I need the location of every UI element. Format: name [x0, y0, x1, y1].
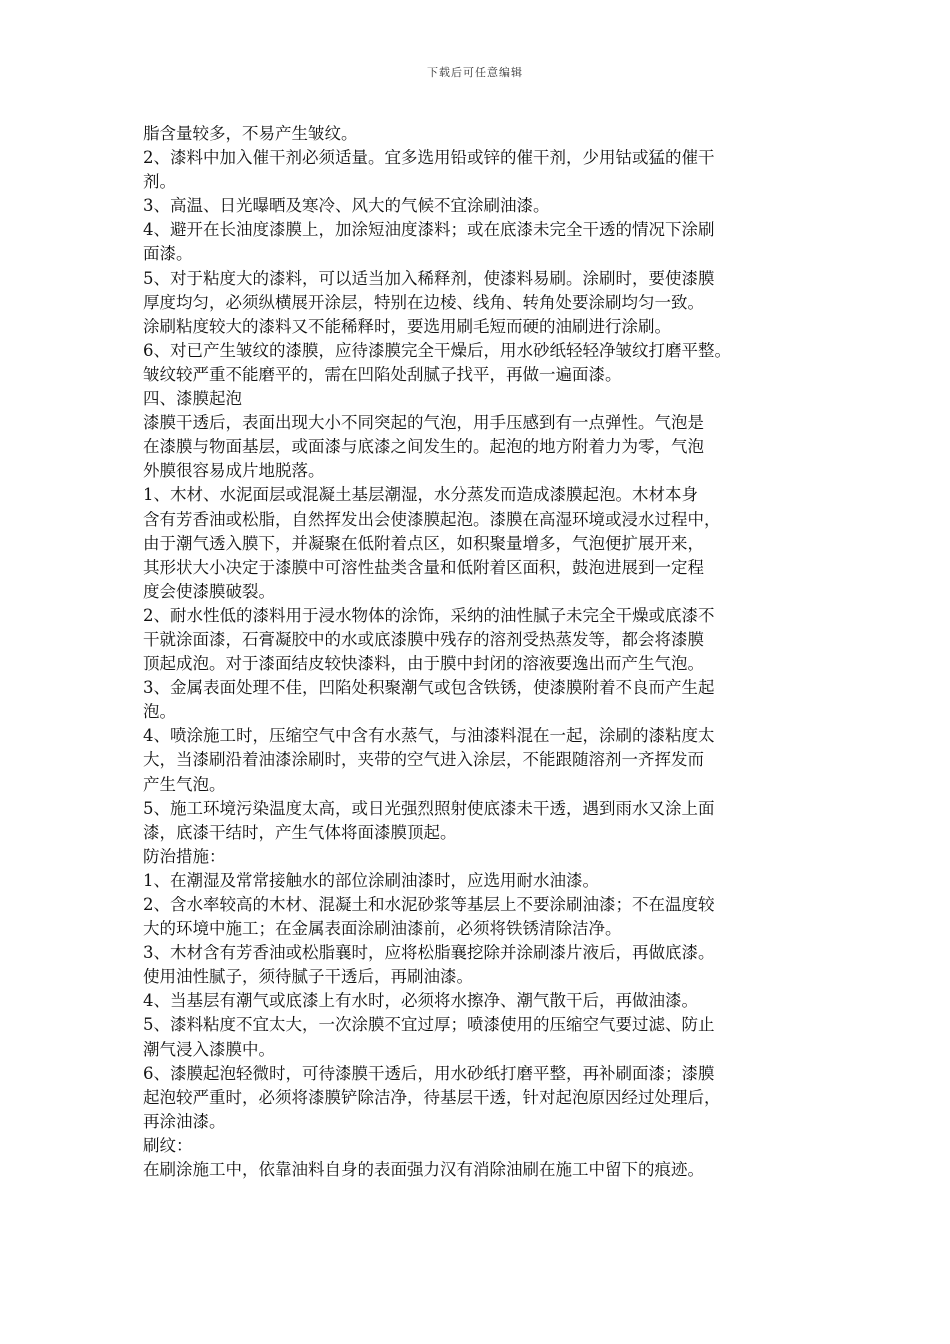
text-line: 6、对已产生皱纹的漆膜，应待漆膜完全干燥后，用水砂纸轻轻净皱纹打磨平整。 — [143, 340, 731, 360]
text-line: 顶起成泡。对于漆面结皮较快漆料，由于膜中封闭的溶液要逸出而产生气泡。 — [143, 654, 704, 674]
text-line: 其形状大小决定于漆膜中可溶性盐类含量和低附着区面积，鼓泡进展到一定程 — [143, 557, 704, 577]
text-line: 剂。 — [143, 172, 176, 192]
text-line: 度会使漆膜破裂。 — [143, 581, 275, 601]
text-line: 6、漆膜起泡轻微时，可待漆膜干透后，用水砂纸打磨平整，再补刷面漆；漆膜 — [143, 1063, 715, 1083]
text-line: 再涂油漆。 — [143, 1111, 226, 1131]
text-line: 使用油性腻子，须待腻子干透后，再刷油漆。 — [143, 967, 473, 987]
text-line: 1、木材、水泥面层或混凝土基层潮湿，水分蒸发而造成漆膜起泡。木材本身 — [143, 485, 698, 505]
text-line: 涂刷粘度较大的漆料又不能稀释时，要选用刷毛短而硬的油刷进行涂刷。 — [143, 316, 671, 336]
page-header: 下载后可任意编辑 — [427, 66, 523, 79]
text-line: 大，当漆刷沿着油漆涂刷时，夹带的空气进入涂层，不能跟随溶剂一齐挥发而 — [143, 750, 704, 770]
text-line: 由于潮气透入膜下，并凝聚在低附着点区，如积聚量增多，气泡便扩展开来， — [143, 533, 704, 553]
text-line: 漆膜干透后，表面出现大小不同突起的气泡，用手压感到有一点弹性。气泡是 — [143, 413, 704, 433]
text-line: 含有芳香油或松脂，自然挥发出会使漆膜起泡。漆膜在高湿环境或浸水过程中， — [143, 509, 721, 529]
text-line: 5、漆料粘度不宜太大，一次涂膜不宜过厚；喷漆使用的压缩空气要过滤、防止 — [143, 1015, 715, 1035]
text-line: 干就涂面漆，石膏凝胶中的水或底漆膜中残存的溶剂受热蒸发等，都会将漆膜 — [143, 629, 704, 649]
section-heading: 四、漆膜起泡 — [143, 389, 242, 409]
text-line: 5、对于粘度大的漆料，可以适当加入稀释剂，使漆料易刷。涂刷时，要使漆膜 — [143, 268, 715, 288]
text-line: 厚度均匀，必须纵横展开涂层，特别在边棱、线角、转角处要涂刷均匀一致。 — [143, 292, 704, 312]
section-heading: 防治措施： — [143, 846, 226, 866]
text-line: 3、高温、日光曝晒及寒冷、风大的气候不宜涂刷油漆。 — [143, 196, 550, 216]
text-line: 大的环境中施工；在金属表面涂刷油漆前，必须将铁锈清除洁净。 — [143, 919, 622, 939]
text-line: 1、在潮湿及常常接触水的部位涂刷油漆时，应选用耐水油漆。 — [143, 870, 599, 890]
text-line: 5、施工环境污染温度太高，或日光强烈照射使底漆未干透，遇到雨水又涂上面 — [143, 798, 715, 818]
section-heading: 刷纹： — [143, 1135, 193, 1155]
text-line: 4、喷涂施工时，压缩空气中含有水蒸气，与油漆料混在一起，涂刷的漆粘度太 — [143, 726, 715, 746]
text-line: 产生气泡。 — [143, 774, 226, 794]
text-line: 潮气浸入漆膜中。 — [143, 1039, 275, 1059]
text-line: 2、含水率较高的木材、混凝土和水泥砂浆等基层上不要涂刷油漆；不在温度较 — [143, 895, 715, 914]
text-line: 漆，底漆干结时，产生气体将面漆膜顶起。 — [143, 822, 457, 842]
text-line: 起泡较严重时，必须将漆膜铲除洁净，待基层干透，针对起泡原因经过处理后， — [143, 1087, 721, 1107]
text-line: 2、漆料中加入催干剂必须适量。宜多选用铅或锌的催干剂，少用钴或猛的催干 — [143, 148, 715, 168]
text-line: 外膜很容易成片地脱落。 — [143, 461, 325, 481]
text-line: 脂含量较多，不易产生皱纹。 — [143, 124, 358, 143]
text-line: 3、金属表面处理不佳，凹陷处积聚潮气或包含铁锈，使漆膜附着不良而产生起 — [143, 678, 715, 698]
text-line: 泡。 — [143, 702, 176, 722]
text-line: 3、木材含有芳香油或松脂襄时，应将松脂襄挖除并涂刷漆片液后，再做底漆。 — [143, 943, 715, 963]
document-body — [143, 122, 823, 1182]
text-line: 面漆。 — [143, 244, 193, 264]
text-line: 皱纹较严重不能磨平的，需在凹陷处刮腻子找平，再做一遍面漆。 — [143, 364, 622, 384]
text-line: 4、避开在长油度漆膜上，加涂短油度漆料；或在底漆未完全干透的情况下涂刷 — [143, 220, 715, 240]
text-line: 在漆膜与物面基层，或面漆与底漆之间发生的。起泡的地方附着力为零，气泡 — [143, 437, 704, 457]
text-line: 在刷涂施工中，依靠油料自身的表面强力汉有消除油刷在施工中留下的痕迹。 — [143, 1160, 704, 1180]
text-line: 4、当基层有潮气或底漆上有水时，必须将水擦净、潮气散干后，再做油漆。 — [143, 991, 698, 1011]
text-line: 2、耐水性低的漆料用于浸水物体的涂饰，采纳的油性腻子未完全干燥或底漆不 — [143, 605, 715, 625]
